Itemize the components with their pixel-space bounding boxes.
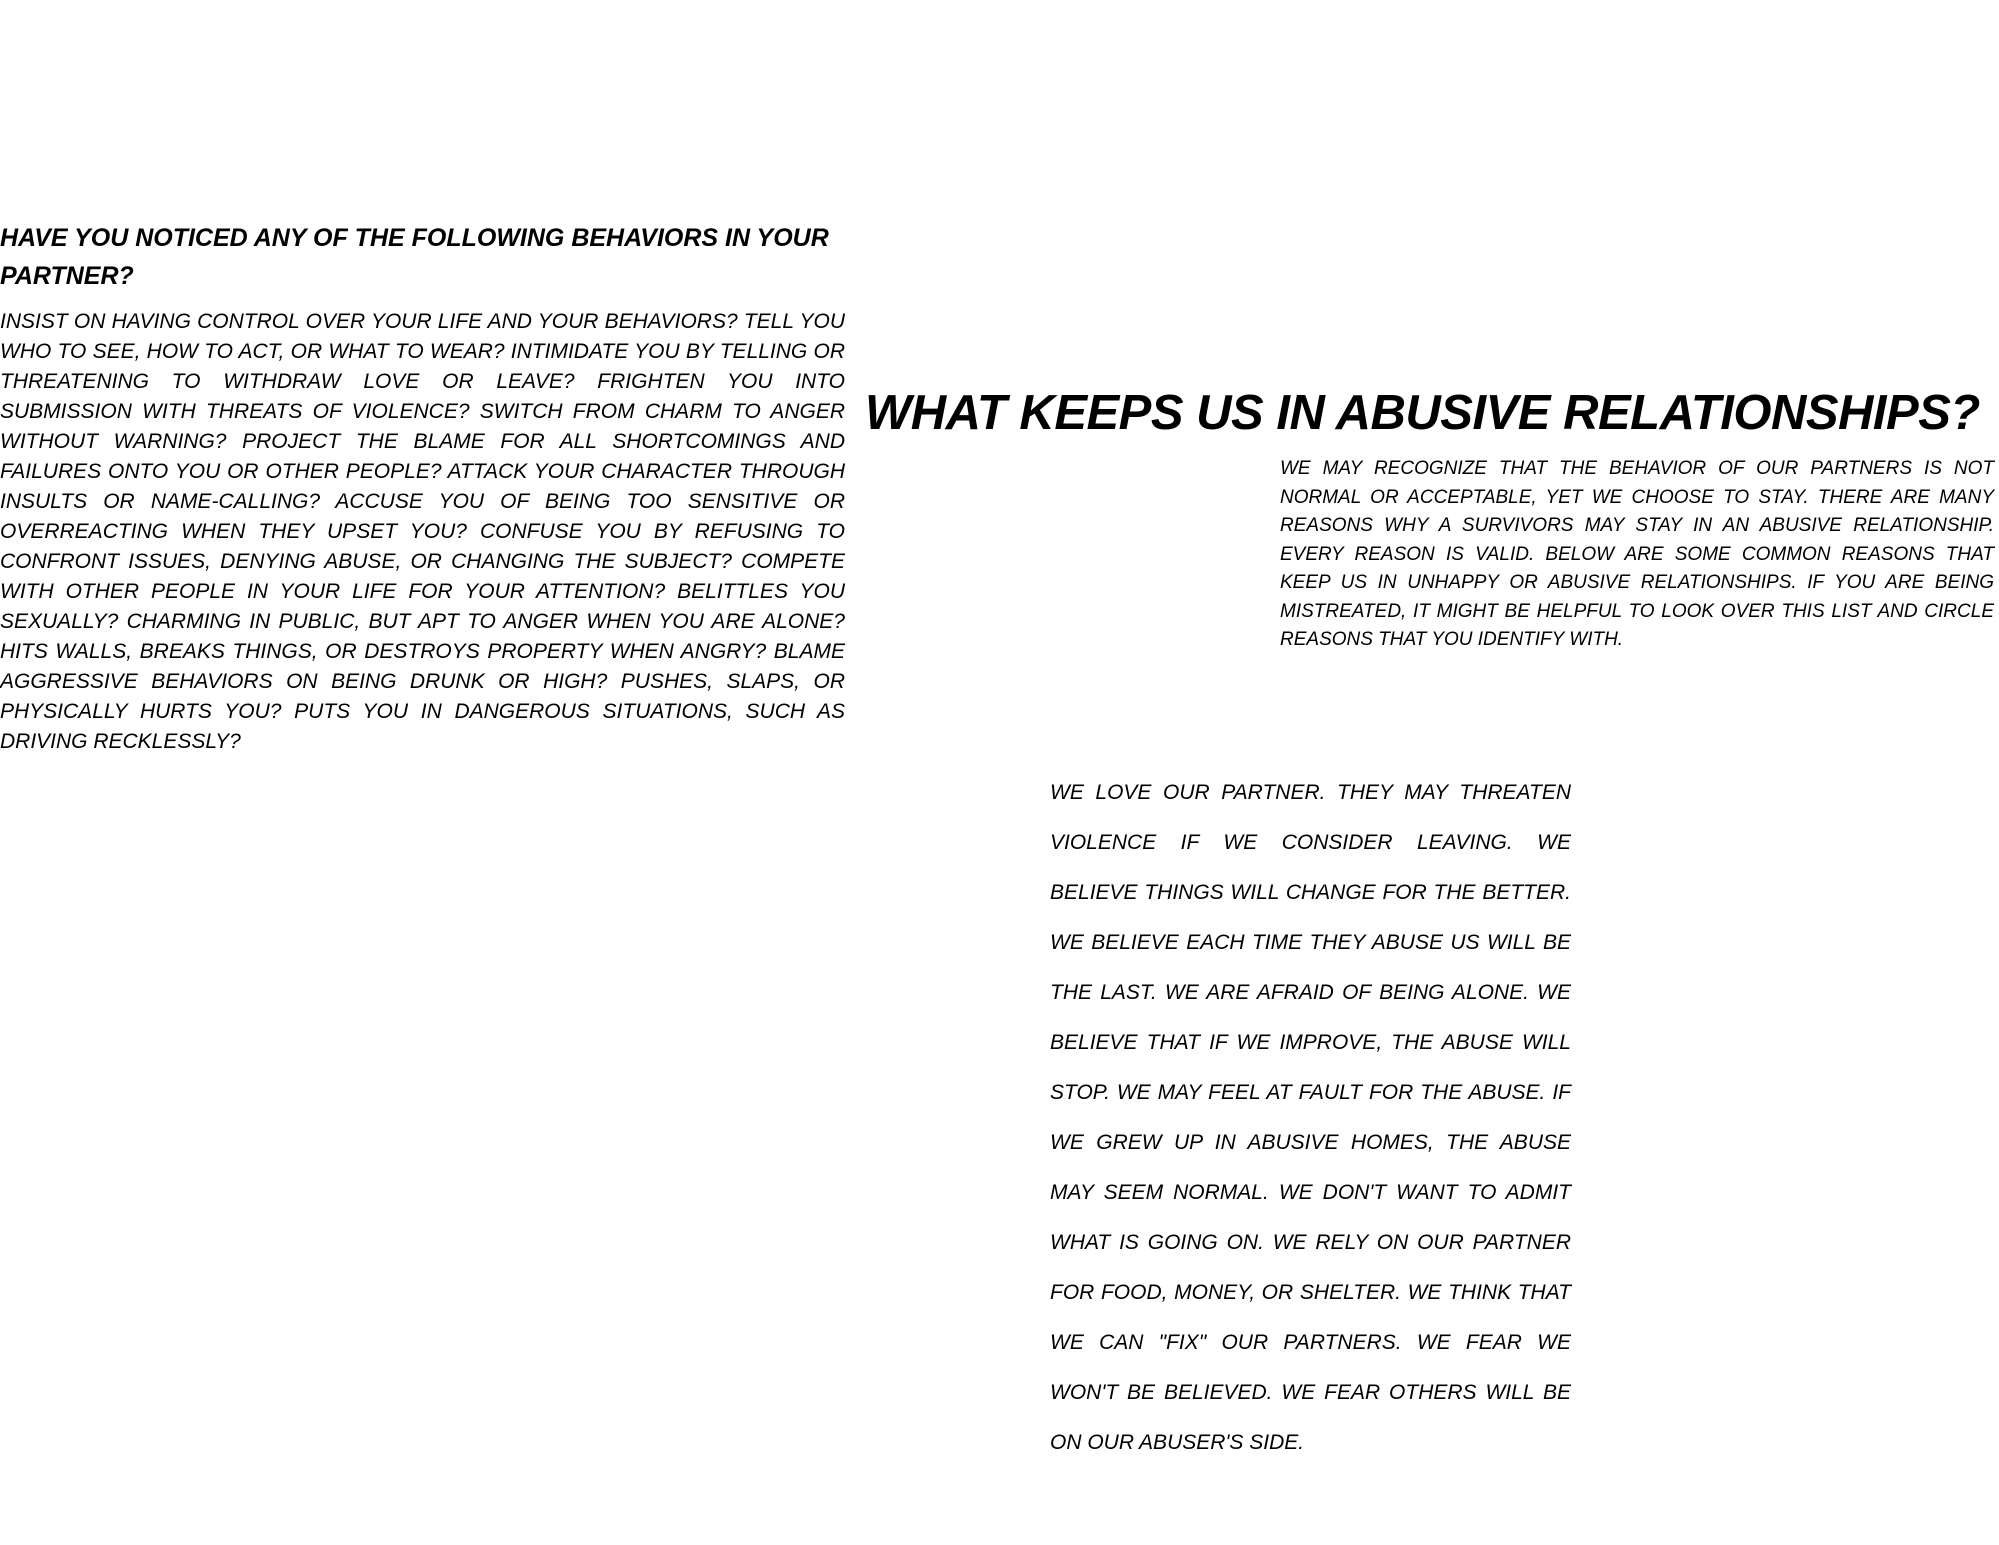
page-title: WHAT KEEPS US IN ABUSIVE RELATIONSHIPS? — [865, 386, 1980, 440]
behaviors-heading: HAVE YOU NOTICED ANY OF THE FOLLOWING BEHAVIORS IN YOUR PARTNER? — [0, 224, 829, 290]
intro-paragraph: WE MAY RECOGNIZE THAT THE BEHAVIOR OF OUR PARTNERS IS NOT NORMAL OR ACCEPTABLE, YET WE CHOOSE TO STAY. THERE ARE MANY REASONS WHY A SURVIVORS MAY STAY IN AN ABUSIVE RELATIONSHIP. EVERY REASON IS VALID. BELOW ARE SOME COMMON REASONS THAT KEEP US IN UNHAPPY OR ABUSIVE RELATIONSHIPS. IF YOU ARE BEING MISTREATED, IT MIGHT BE HELPFUL TO LOOK OVER THIS LIST AND CIRCLE REASONS THAT YOU IDENTIFY WITH. — [1280, 458, 1994, 650]
behaviors-paragraph: INSIST ON HAVING CONTROL OVER YOUR LIFE AND YOUR BEHAVIORS? TELL YOU WHO TO SEE, HOW TO ACT, OR WHAT TO WEAR? INTIMIDATE YOU BY TELLING OR THREATENING TO WITHDRAW LOVE OR LEAVE? FRIGHTEN YOU INTO SUBMISSION WITH THREATS OF VIOLENCE? SWITCH FROM CHARM TO ANGER WITHOUT WARNING? PROJECT THE BLAME FOR ALL SHORTCOMINGS AND FAILURES ONTO YOU OR OTHER PEOPLE? ATTACK YOUR CHARACTER THROUGH INSULTS OR NAME-CALLING? ACCUSE YOU OF BEING TOO SENSITIVE OR OVERREACTING WHEN THEY UPSET YOU? CONFUSE YOU BY REFUSING TO CONFRONT ISSUES, DENYING ABUSE, OR CHANGING THE SUBJECT? COMPETE WITH OTHER PEOPLE IN YOUR LIFE FOR YOUR ATTENTION? BELITTLES YOU SEXUALLY? CHARMING IN PUBLIC, BUT APT TO ANGER WHEN YOU ARE ALONE? HITS WALLS, BREAKS THINGS, OR DESTROYS PROPERTY WHEN ANGRY? BLAME AGGRESSIVE BEHAVIORS ON BEING DRUNK OR HIGH? PUSHES, SLAPS, OR PHYSICALLY HURTS YOU? PUTS YOU IN DANGEROUS SITUATIONS, SUCH AS DRIVING RECKLESSLY? — [0, 310, 845, 753]
reasons-paragraph: WE LOVE OUR PARTNER. THEY MAY THREATEN VIOLENCE IF WE CONSIDER LEAVING. WE BELIEVE THINGS WILL CHANGE FOR THE BETTER. WE BELIEVE EACH TIME THEY ABUSE US WILL BE THE LAST. WE ARE AFRAID OF BEING ALONE. WE BELIEVE THAT IF WE IMPROVE, THE ABUSE WILL STOP. WE MAY FEEL AT FAULT FOR THE ABUSE. IF WE GREW UP IN ABUSIVE HOMES, THE ABUSE MAY SEEM NORMAL. WE DON'T WANT TO ADMIT WHAT IS GOING ON. WE RELY ON OUR PARTNER FOR FOOD, MONEY, OR SHELTER. WE THINK THAT WE CAN "FIX" OUR PARTNERS. WE FEAR WE WON'T BE BELIEVED. WE FEAR OTHERS WILL BE ON OUR ABUSER'S SIDE. — [1050, 781, 1571, 1454]
